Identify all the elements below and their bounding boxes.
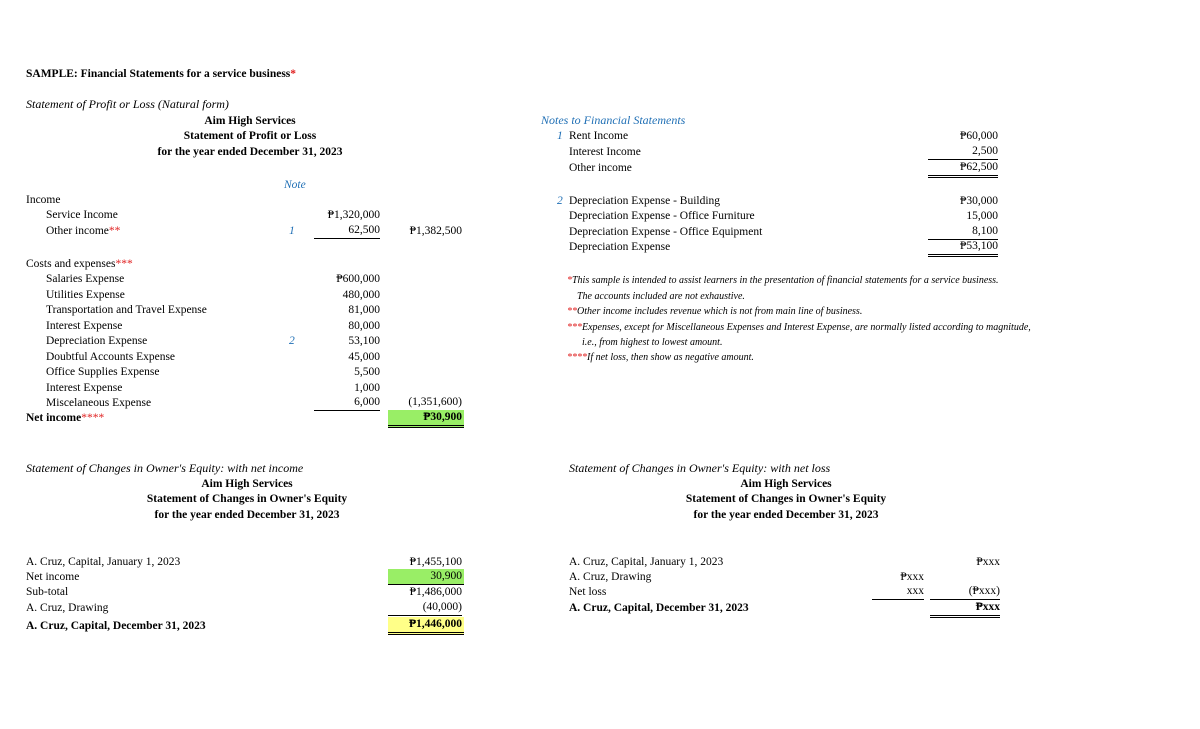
equity-row-label: A. Cruz, Drawing (569, 571, 652, 583)
footnote: ****If net loss, then show as negative amount. (567, 352, 754, 363)
expense-label: Interest Expense (46, 320, 123, 332)
note-row-label: Depreciation Expense - Office Equipment (569, 226, 763, 238)
equity-row-amount: ₱1,455,100 (409, 556, 462, 568)
expense-amount: 5,500 (354, 366, 380, 378)
note-row-amount: ₱30,000 (959, 195, 998, 207)
expense-amount: 81,000 (348, 304, 380, 316)
equity-income-period: for the year ended December 31, 2023 (154, 509, 340, 521)
expense-amount: 1,000 (354, 382, 380, 394)
note-row-label: Depreciation Expense (569, 241, 671, 253)
equity-row-label: Net income (26, 571, 80, 583)
pl-caption: Statement of Profit or Loss (Natural form) (26, 97, 229, 111)
expense-amount: 480,000 (342, 289, 380, 301)
equity-row-amount: ₱1,446,000 (388, 617, 464, 635)
income-label: Income (26, 194, 61, 206)
note-row-label: Other income (569, 162, 632, 174)
document-title: SAMPLE: Financial Statements for a service business* (26, 68, 297, 80)
equity-loss-period: for the year ended December 31, 2023 (693, 509, 879, 521)
note-row-label: Interest Income (569, 146, 641, 158)
equity-loss-statement-title: Statement of Changes in Owner's Equity (685, 493, 887, 505)
service-income-label: Service Income (46, 209, 118, 221)
note-row-label: Rent Income (569, 130, 629, 142)
pl-company: Aim High Services (204, 115, 296, 127)
note-row-amount: ₱53,100 (928, 239, 998, 257)
equity-row-label: A. Cruz, Capital, December 31, 2023 (569, 602, 749, 614)
note-row-label: Depreciation Expense - Building (569, 195, 721, 207)
footnote: ***Expenses, except for Miscellaneous Expenses and Interest Expense, are normally listed according to magnitude, (567, 322, 1031, 333)
equity-row-label: A. Cruz, Capital, January 1, 2023 (569, 556, 724, 568)
net-income-amount: ₱30,900 (388, 410, 464, 428)
note-row-label: Depreciation Expense - Office Furniture (569, 210, 755, 222)
expense-label: Utilities Expense (46, 289, 125, 301)
note-row-amount: ₱60,000 (959, 130, 998, 142)
expense-amount: 53,100 (348, 335, 380, 347)
footnote: **Other income includes revenue which is not from main line of business. (567, 306, 863, 317)
pl-period: for the year ended December 31, 2023 (157, 146, 343, 158)
expense-label: Miscelaneous Expense (46, 397, 152, 409)
expense-amount: ₱600,000 (336, 273, 380, 285)
equity-row-label: A. Cruz, Drawing (26, 602, 109, 614)
other-income-note: 1 (289, 225, 295, 237)
expense-amount: 80,000 (348, 320, 380, 332)
equity-loss-caption: Statement of Changes in Owner's Equity: with net loss (569, 461, 831, 475)
note2-number: 2 (557, 195, 563, 207)
equity-row-label: A. Cruz, Capital, January 1, 2023 (26, 556, 181, 568)
equity-row-amount: 30,900 (388, 569, 464, 585)
footnote: The accounts included are not exhaustive. (577, 291, 745, 302)
equity-row-label: Net loss (569, 586, 607, 598)
expense-amount: 6,000 (314, 395, 380, 411)
notes-title: Notes to Financial Statements (541, 113, 686, 127)
equity-row-amount: ₱xxx (930, 600, 1000, 618)
expense-label: Salaries Expense (46, 273, 125, 285)
equity-income-caption: Statement of Changes in Owner's Equity: with net income (26, 461, 304, 475)
equity-row-label: Sub-total (26, 586, 69, 598)
expense-label: Depreciation Expense (46, 335, 148, 347)
other-income-label: Other income** (46, 225, 121, 237)
expense-label: Office Supplies Expense (46, 366, 160, 378)
expense-amount: 45,000 (348, 351, 380, 363)
pl-statement-title: Statement of Profit or Loss (183, 130, 317, 142)
costs-label: Costs and expenses*** (26, 258, 133, 270)
note-row-amount: 15,000 (966, 210, 998, 222)
footnote: i.e., from highest to lowest amount. (582, 337, 723, 348)
expense-label: Transportation and Travel Expense (46, 304, 207, 316)
equity-income-statement-title: Statement of Changes in Owner's Equity (146, 493, 348, 505)
expense-label: Doubtful Accounts Expense (46, 351, 176, 363)
equity-row-amount: (40,000) (388, 600, 462, 616)
note-row-amount: ₱62,500 (928, 160, 998, 178)
footnote: *This sample is intended to assist learners in the presentation of financial statements for a service business. (567, 275, 999, 286)
total-expenses-amount: (1,351,600) (388, 395, 462, 411)
total-income-amount: ₱1,382,500 (409, 225, 462, 237)
note1-number: 1 (557, 130, 563, 142)
equity-loss-company: Aim High Services (740, 478, 832, 490)
other-income-amount: 62,500 (314, 223, 380, 239)
service-income-amount: ₱1,320,000 (327, 209, 380, 221)
expense-note: 2 (289, 335, 295, 347)
equity-row-col1: ₱xxx (900, 571, 924, 583)
equity-row-label: A. Cruz, Capital, December 31, 2023 (26, 620, 206, 632)
net-income-label: Net income**** (26, 412, 105, 424)
equity-income-company: Aim High Services (201, 478, 293, 490)
equity-row-amount: ₱xxx (976, 556, 1000, 568)
note-row-amount: 2,500 (928, 144, 998, 160)
equity-row-amount: ₱1,486,000 (409, 586, 462, 598)
note-row-amount: 8,100 (928, 224, 998, 240)
equity-row-amount: (₱xxx) (930, 584, 1000, 600)
pl-note-header: Note (284, 179, 306, 191)
expense-label: Interest Expense (46, 382, 123, 394)
equity-row-col1: xxx (872, 584, 924, 600)
